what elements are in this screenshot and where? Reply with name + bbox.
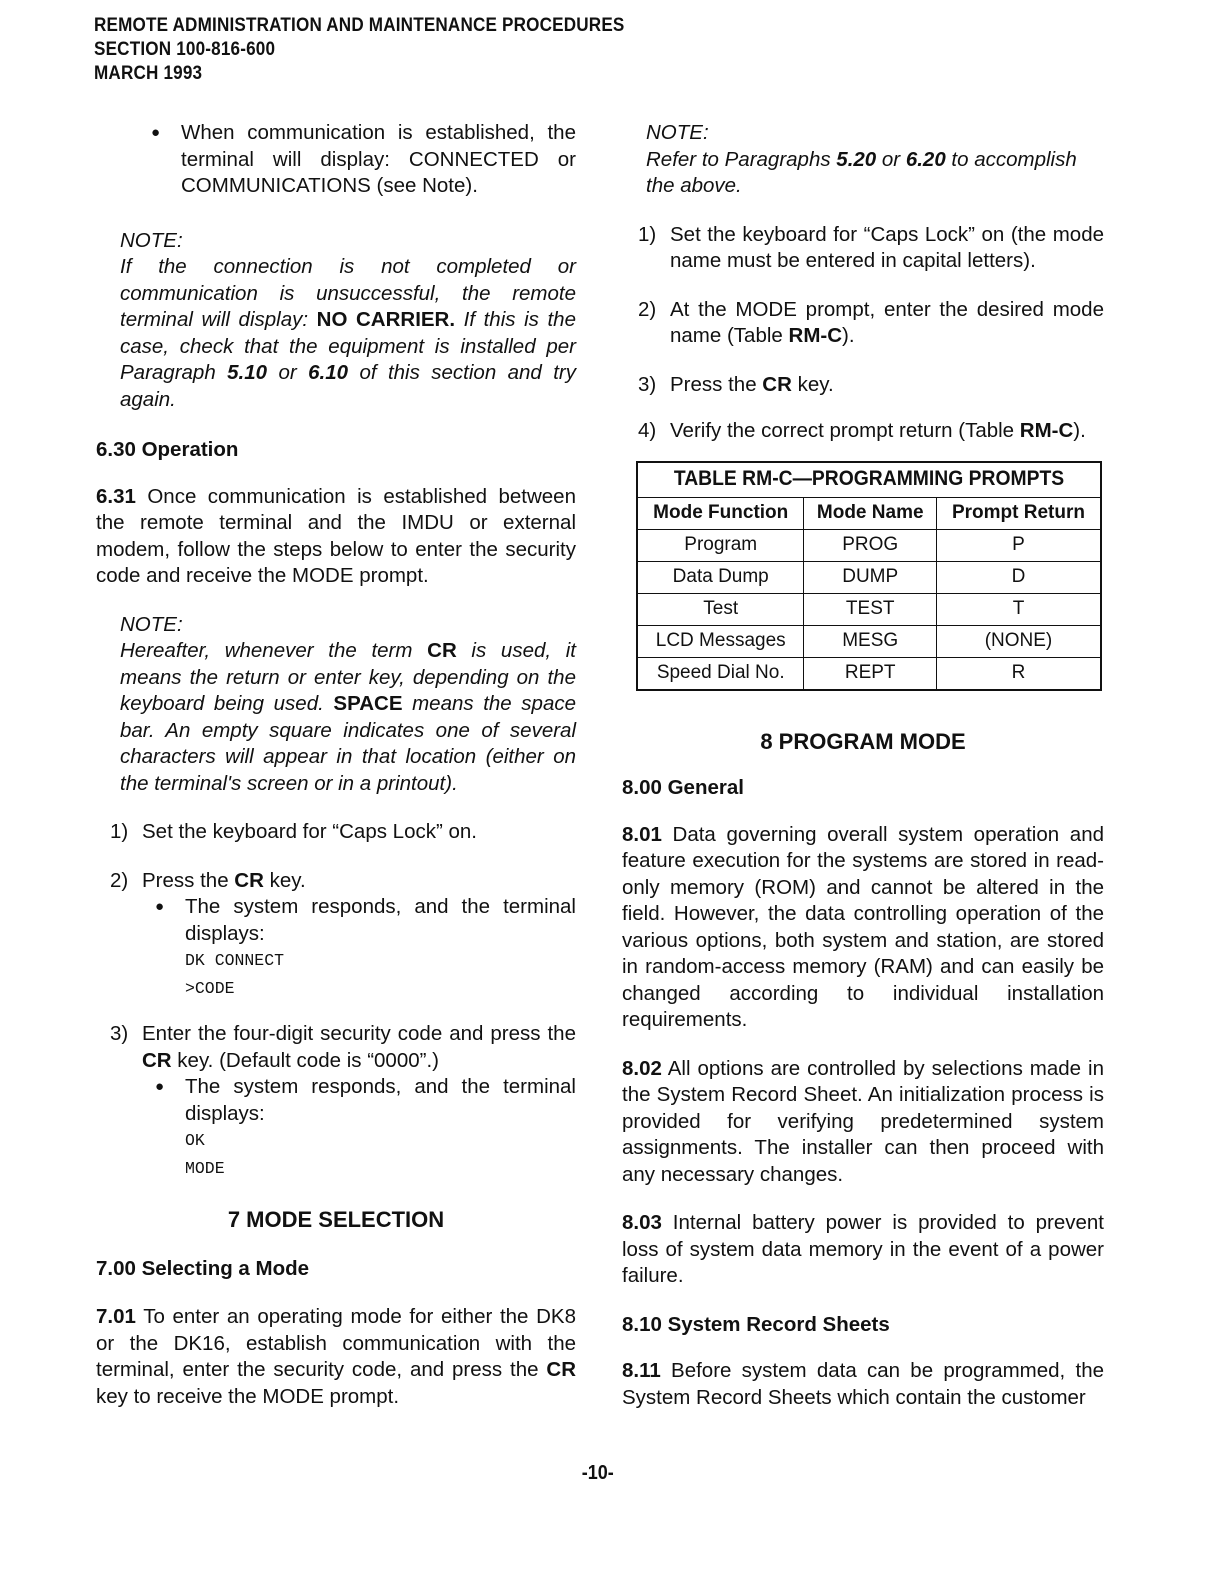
heading-6-30: 6.30 Operation xyxy=(96,438,239,461)
note-label: NOTE: xyxy=(646,121,709,144)
step-3-security-code: 3) Enter the four-digit security code and press the CR key. (Default code is “0000”.) ● The system responds, and the terminal displays: OK MODE xyxy=(110,1021,576,1183)
note-label: NOTE: xyxy=(120,612,183,636)
para-7-01: 7.01 To enter an operating mode for either the DK8 or the DK16, establish communication with the terminal, enter the security code, and press the CR key to receive the MODE prompt. xyxy=(96,1305,576,1408)
heading-8-00: 8.00 General xyxy=(622,776,744,799)
table-cell: Data Dump xyxy=(637,561,804,593)
step-1-caps-lock-mode: 1) Set the keyboard for “Caps Lock” on (the mode name must be entered in capital letters). xyxy=(638,222,1104,272)
table-cell: MESG xyxy=(804,625,937,657)
note-no-carrier xyxy=(120,228,576,414)
heading-8-program-mode: 8 PROGRAM MODE xyxy=(760,728,966,754)
table-cell: D xyxy=(936,561,1101,593)
step-2-enter-mode: 2) At the MODE prompt, enter the desired mode name (Table RM-C). xyxy=(638,297,1104,347)
table-cell: LCD Messages xyxy=(637,625,804,657)
terminal-output: OK MODE xyxy=(185,1131,225,1178)
column-header: Mode Function xyxy=(637,497,804,529)
table-cell: PROG xyxy=(804,529,937,561)
table-cell: (NONE) xyxy=(936,625,1101,657)
para-8-11: 8.11 Before system data can be programmed, the System Record Sheets which contain the customer xyxy=(622,1359,1104,1409)
table-row xyxy=(637,529,1101,561)
para-8-01: 8.01 Data governing overall system operation and feature execution for the systems are stored in read-only memory (ROM) and cannot be altered in the field. However, the data controlling operation of the various options, both system and station, are stored in random-access memory (RAM) and can easily be changed according to individual installation requirements. xyxy=(622,822,1104,1031)
bullet-connected: ● When communication is established, the terminal will display: CONNECTED or COMMUNICATIONS (see Note). xyxy=(143,120,576,200)
note-text: Hereafter, whenever the term CR is used, it means the return or enter key, depending on the keyboard being used. SPACE means the space bar. An empty square indicates one of several characters will appear in that location (either on the terminal's screen or in a printout). xyxy=(120,639,576,795)
para-6-31: 6.31 Once communication is established between the remote terminal and the IMDU or external modem, follow the steps below to enter the security code and receive the MODE prompt. xyxy=(96,484,576,587)
table-cell: Program xyxy=(637,529,804,561)
note-text: Refer to Paragraphs 5.20 or 6.20 to accomplish the above. xyxy=(646,147,1077,197)
step-2-press-cr: 2) Press the CR key. ● The system responds, and the terminal displays: DK CONNECT >CODE xyxy=(110,868,576,1004)
note-refer-paragraphs xyxy=(646,120,1104,200)
table-cell: T xyxy=(936,593,1101,625)
note-cr-definition xyxy=(120,612,576,798)
step-3-press-cr: 3) Press the CR key. xyxy=(638,372,834,396)
header-title: REMOTE ADMINISTRATION AND MAINTENANCE PROCEDURES xyxy=(94,15,625,36)
table-title: TABLE RM-C—PROGRAMMING PROMPTS xyxy=(656,462,1083,498)
right-column xyxy=(622,120,1104,1411)
table-row xyxy=(637,625,1101,657)
table-cell: Speed Dial No. xyxy=(637,657,804,690)
step-3-bullet: ● The system responds, and the terminal displays: xyxy=(147,1074,576,1127)
table-row xyxy=(637,657,1101,690)
heading-8-10: 8.10 System Record Sheets xyxy=(622,1312,890,1336)
para-8-03: 8.03 Internal battery power is provided to prevent loss of system data memory in the event of a power failure. xyxy=(622,1211,1104,1287)
table-cell: TEST xyxy=(804,593,937,625)
left-column xyxy=(96,120,576,1410)
header-section: SECTION 100-816-600 xyxy=(94,39,276,60)
note-label: NOTE: xyxy=(120,228,183,252)
heading-7-mode-selection: 7 MODE SELECTION xyxy=(227,1207,445,1232)
table-cell: DUMP xyxy=(804,561,937,593)
step-2-bullet: ● The system responds, and the terminal displays: xyxy=(147,894,576,947)
table-cell: REPT xyxy=(804,657,937,690)
heading-7-00: 7.00 Selecting a Mode xyxy=(96,1256,310,1280)
para-8-02: 8.02 All options are controlled by selections made in the System Record Sheet. An initialization process is provided for verifying predetermined system assignments. The installer can then proceed with any necessary changes. xyxy=(622,1056,1104,1186)
column-header: Prompt Return xyxy=(936,497,1101,529)
header-date: MARCH 1993 xyxy=(94,63,203,84)
table-row xyxy=(637,561,1101,593)
column-header: Mode Name xyxy=(804,497,937,529)
table-cell: P xyxy=(936,529,1101,561)
table-cell: Test xyxy=(637,593,804,625)
table-rm-c xyxy=(636,461,1102,691)
table-row xyxy=(637,593,1101,625)
page-number: -10- xyxy=(581,1462,614,1484)
running-header xyxy=(94,14,625,86)
terminal-output: DK CONNECT >CODE xyxy=(185,951,285,998)
table-cell: R xyxy=(936,657,1101,690)
step-1-caps-lock: 1) Set the keyboard for “Caps Lock” on. xyxy=(110,820,478,843)
note-text: If the connection is not completed or communication is unsuccessful, the remote terminal will display: NO CARRIER. If this is the case, check that the equipment is installed per Paragraph 5.10 or 6.10 of this section and try again. xyxy=(120,255,577,411)
step-4-verify: 4) Verify the correct prompt return (Table RM-C). xyxy=(638,419,1086,442)
